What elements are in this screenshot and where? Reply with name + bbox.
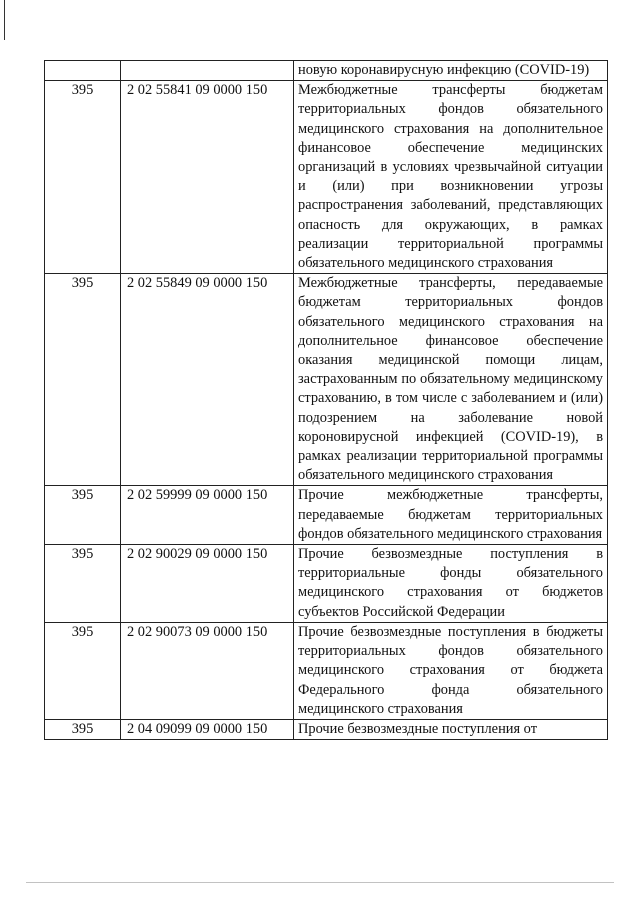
description-cell: Прочие безвозмездные поступления в бюджеты территориальных фондов обязательного медицинского страхования от бюджета Федерального фонда обязательного медицинского страхования xyxy=(294,622,608,719)
admin-code-cell: 395 xyxy=(45,545,121,623)
admin-code-cell xyxy=(45,61,121,81)
description-cell: Межбюджетные трансферты бюджетам территориальных фондов обязательного медицинского страхования на дополнительное финансовое обеспечение медицинских организаций в условиях чрезвычайной ситуации и (или) при возникновении угрозы распространения заболеваний, представляющих опасность для окружающих, в рамках реализации территориальной программы обязательного медицинского страхования xyxy=(294,81,608,274)
admin-code-cell: 395 xyxy=(45,622,121,719)
admin-code-cell: 395 xyxy=(45,486,121,545)
budget-code-cell: 2 02 90029 09 0000 150 xyxy=(121,545,294,623)
budget-code-cell: 2 04 09099 09 0000 150 xyxy=(121,719,294,739)
table-row xyxy=(45,81,608,274)
description-cell: Межбюджетные трансферты, передаваемые бюджетам территориальных фондов обязательного медицинского страхования на дополнительное финансовое обеспечение оказания медицинской помощи лицам, застрахованным по обязательному медицинскому страхованию, в том числе с заболеванием и (или) подозрением на заболевание новой короновирусной инфекцией (COVID-19), в рамках реализации территориальной программы обязательного медицинского страхования xyxy=(294,274,608,486)
table-row xyxy=(45,622,608,719)
table-row xyxy=(45,719,608,739)
table-row xyxy=(45,545,608,623)
description-cell: Прочие безвозмездные поступления от xyxy=(294,719,608,739)
revenue-codes-table xyxy=(44,60,608,740)
budget-code-cell xyxy=(121,61,294,81)
admin-code-cell: 395 xyxy=(45,719,121,739)
budget-code-cell: 2 02 55841 09 0000 150 xyxy=(121,81,294,274)
budget-code-cell: 2 02 55849 09 0000 150 xyxy=(121,274,294,486)
table-row xyxy=(45,274,608,486)
page-bottom-line xyxy=(26,882,614,884)
budget-code-cell: 2 02 90073 09 0000 150 xyxy=(121,622,294,719)
admin-code-cell: 395 xyxy=(45,274,121,486)
admin-code-cell: 395 xyxy=(45,81,121,274)
scan-edge-mark xyxy=(4,0,5,40)
table-row xyxy=(45,486,608,545)
description-cell: Прочие безвозмездные поступления в территориальные фонды обязательного медицинского страхования от бюджетов субъектов Российской Федерации xyxy=(294,545,608,623)
document-page xyxy=(44,60,607,740)
description-cell: Прочие межбюджетные трансферты, передаваемые бюджетам территориальных фондов обязательного медицинского страхования xyxy=(294,486,608,545)
description-cell: новую коронавирусную инфекцию (COVID-19) xyxy=(294,61,608,81)
budget-code-cell: 2 02 59999 09 0000 150 xyxy=(121,486,294,545)
table-row xyxy=(45,61,608,81)
